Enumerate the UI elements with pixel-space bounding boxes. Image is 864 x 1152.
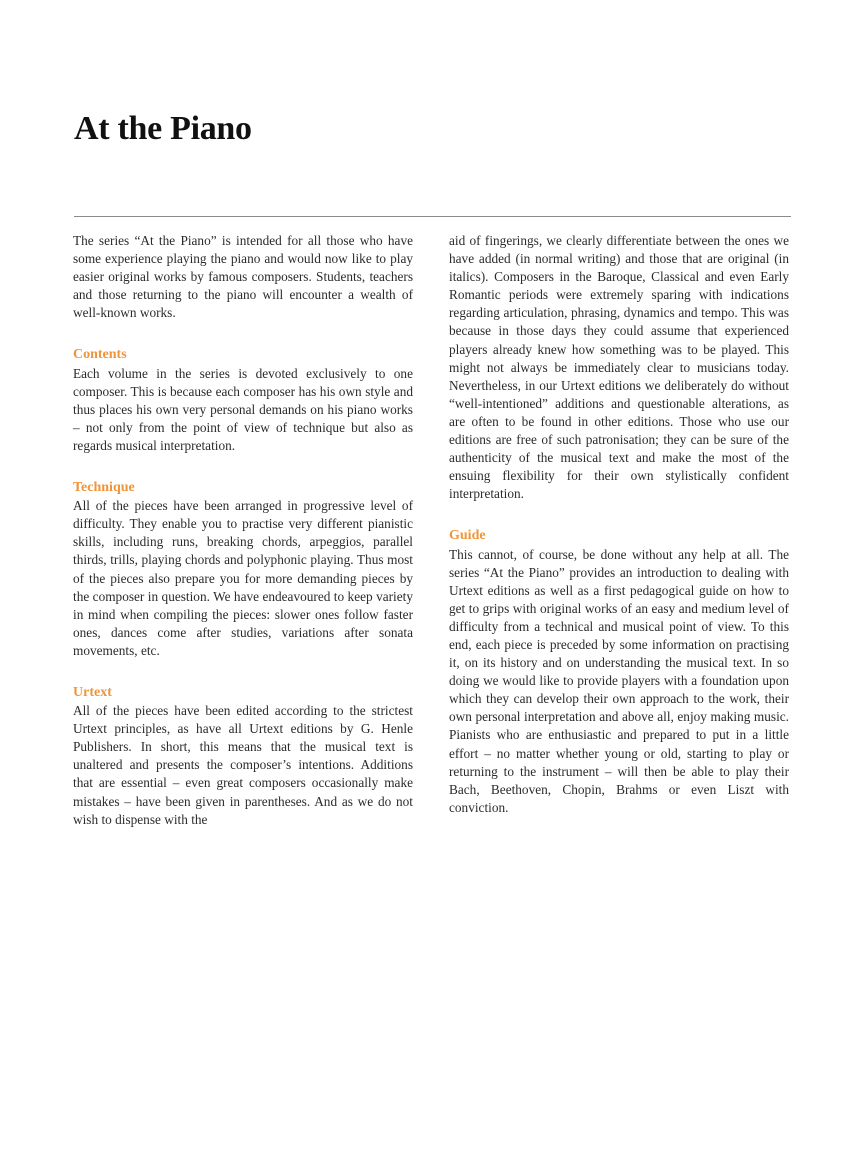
technique-paragraph: All of the pieces have been arranged in progressive level of difficulty. They enable you to practise very different pianistic skills, including runs, breaking chords, arpeggios, parallel thirds, trills, playing chords and polyphonic playing. Thus most of the pieces also prepare you for more demanding pieces by the composer in question. We have endeavoured to keep variety in mind when compiling the pieces: slower ones follow faster ones, dances come after studies, variations after sonata movements, etc. xyxy=(73,498,413,658)
guide-heading: Guide xyxy=(449,528,486,544)
urtext-continuation-paragraph: aid of fingerings, we clearly differentiate between the ones we have added (in normal writing) and those that are original (in italics). Composers in the Baroque, Classical and even Early Romantic periods were extremely sparing with indications regarding articulation, phrasing, dynamics and tempo. This was because in those days they could assume that experienced players already knew how something was to be played. This might not always be immediately clear to musicians today. Nevertheless, in our Urtext editions we deliberately do without “well-intentioned” additions and questionable alterations, as are often to be found in other editions. Those who use our editions are free of such patronisation; they can be sure of the authenticity of the musical text and make the most of the ensuing flexibility for their own stylistically confident interpretation. xyxy=(449,233,789,502)
contents-paragraph: Each volume in the series is devoted exclusively to one composer. This is because each composer has his own style and thus places his own very personal demands on his piano works – not only from the point of view of technique but also as regards musical interpretation. xyxy=(73,365,413,453)
title-divider xyxy=(74,216,791,217)
page-title: At the Piano xyxy=(74,110,252,147)
urtext-paragraph: All of the pieces have been edited according to the strictest Urtext principles, as have all Urtext editions by G. Henle Publishers. In short, this means that the musical text is unaltered and presents the composer’s intentions. Additions that are essential – even great composers occasionally make mistakes – have been given in parentheses. And as we do not wish to dispense with the xyxy=(73,703,413,827)
left-column xyxy=(73,232,413,829)
right-column xyxy=(449,232,789,817)
guide-paragraph: This cannot, of course, be done without any help at all. The series “At the Piano” provides an introduction to dealing with Urtext editions as well as a first pedagogical guide on how to get to grips with original works of an easy and medium level of difficulty from a technical and musical point of view. To this end, each piece is preceded by some information on practising it, on its history and on understanding the musical text. In so doing we would like to provide players with a foundation upon which they can develop their own approach to the work, their own personal interpretation and above all, enjoy making music. Pianists who are enthusiastic and prepared to put in a little effort – no matter whether young or old, starting to play or returning to the instrument – will then be able to play their Bach, Beethoven, Chopin, Brahms or even Liszt with conviction. xyxy=(449,546,789,815)
technique-heading: Technique xyxy=(73,480,135,496)
contents-heading: Contents xyxy=(73,347,127,363)
intro-paragraph: The series “At the Piano” is intended for all those who have some experience playing the piano and would now like to play easier original works by famous composers. Students, teachers and those returning to the piano will encounter a wealth of well-known works. xyxy=(73,233,413,321)
urtext-heading: Urtext xyxy=(73,684,112,700)
